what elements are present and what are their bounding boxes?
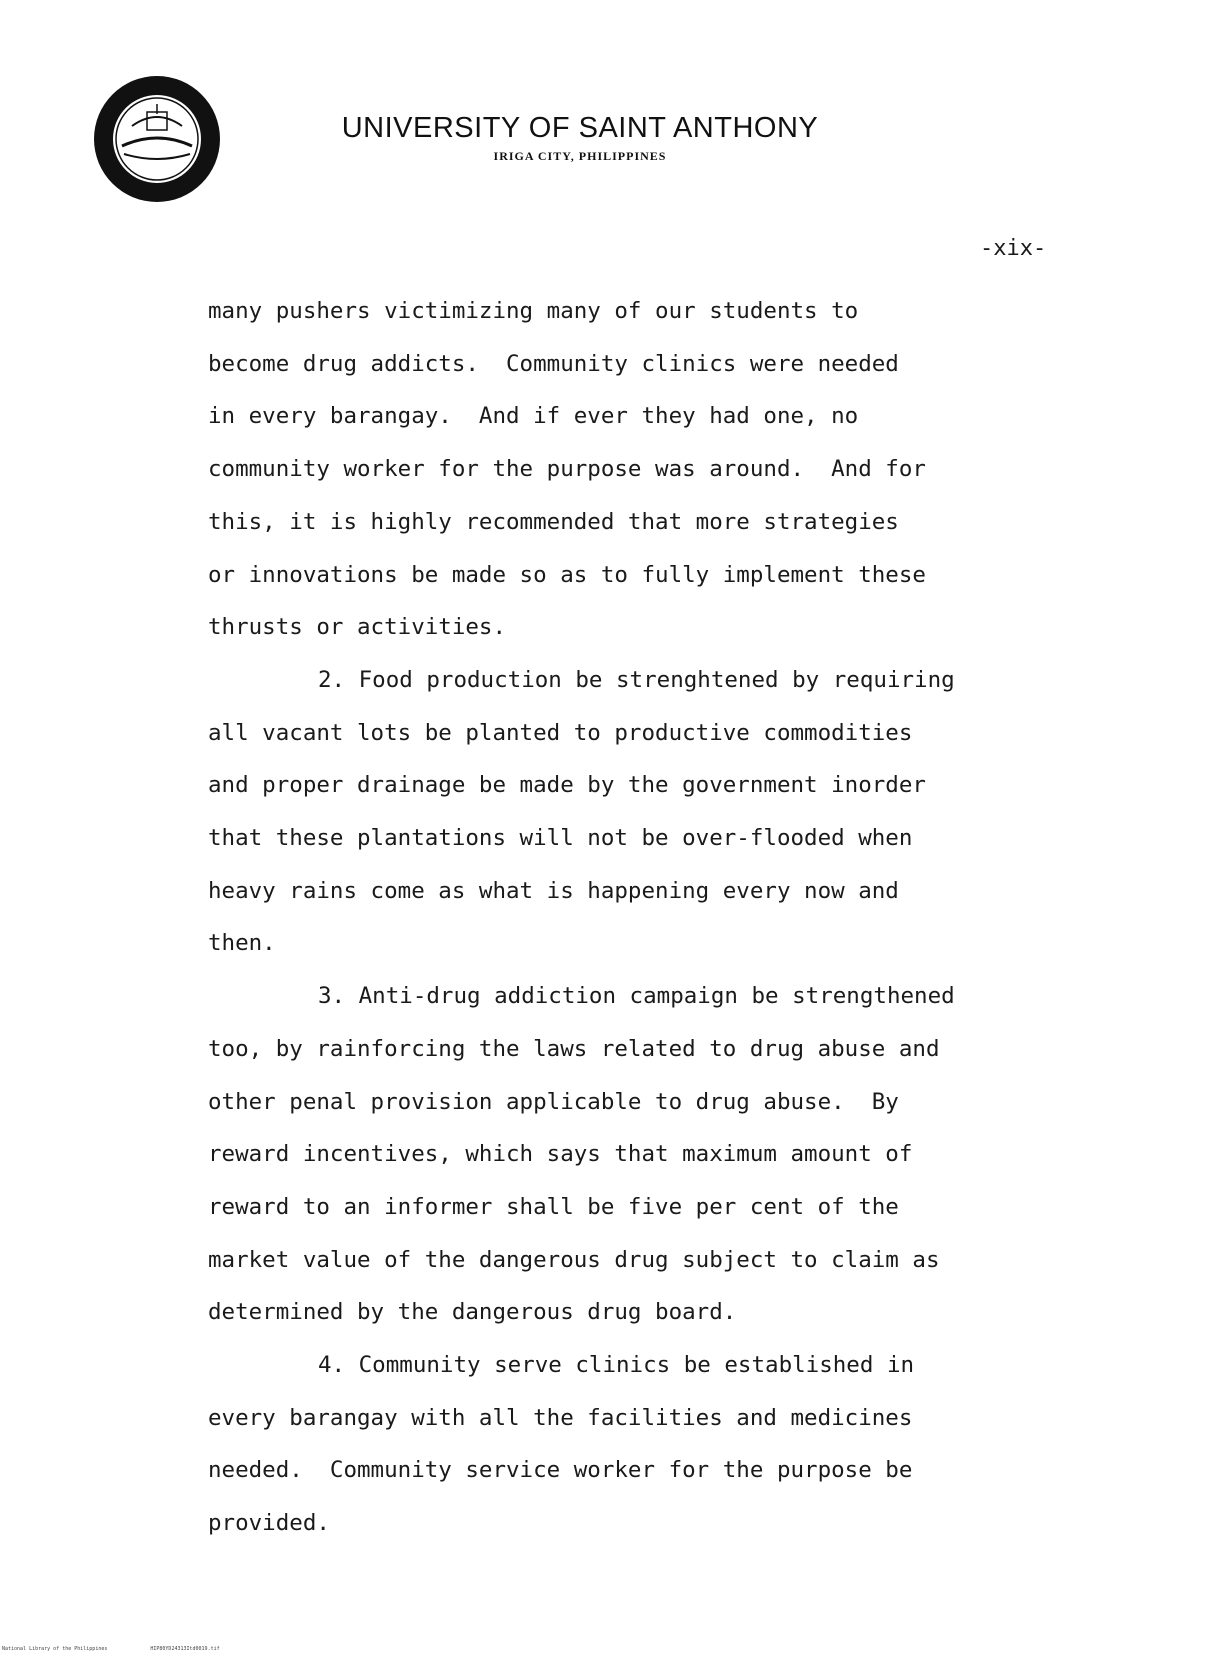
footer-file-id: HIP80YD24313Itd0019.tif <box>150 1646 220 1652</box>
university-location: IRIGA CITY, PHILIPPINES <box>493 149 667 163</box>
page-number: -xix- <box>980 236 1047 261</box>
paragraph-item-2: 2. Food production be strenghtened by requiring all vacant lots be planted to productive commodities and proper drainage be made by the government inorder that these plantations will not be over-flooded when heavy rains come as what is happening every now and then. <box>208 666 955 957</box>
university-name: UNIVERSITY OF SAINT ANTHONY <box>341 112 819 144</box>
letterhead <box>300 112 860 164</box>
paragraph-item-4: 4. Community serve clinics be established in every barangay with all the facilities and medicines needed. Community service worker for the purpose be provided. <box>208 1352 915 1537</box>
paragraph-continuation: many pushers victimizing many of our students to become drug addicts. Community clinics were needed in every barangay. And if ever they had one, no community worker for the purpose was around. And for this, it is highly recommended that more strategies or innovations be made so as to fully implement these thrusts or activities. <box>208 298 926 641</box>
footer-library: National Library of the Philippines <box>2 1646 108 1652</box>
paragraph-item-3: 3. Anti-drug addiction campaign be strengthened too, by rainforcing the laws related to drug abuse and other penal provision applicable to drug abuse. By reward incentives, which says that maximum amount of reward to an informer shall be five per cent of the market value of the dangerous drug subject to claim as determined by the dangerous drug board. <box>208 983 955 1326</box>
university-seal <box>92 74 222 204</box>
body-text <box>208 285 1108 1550</box>
scan-footer <box>2 1646 260 1652</box>
